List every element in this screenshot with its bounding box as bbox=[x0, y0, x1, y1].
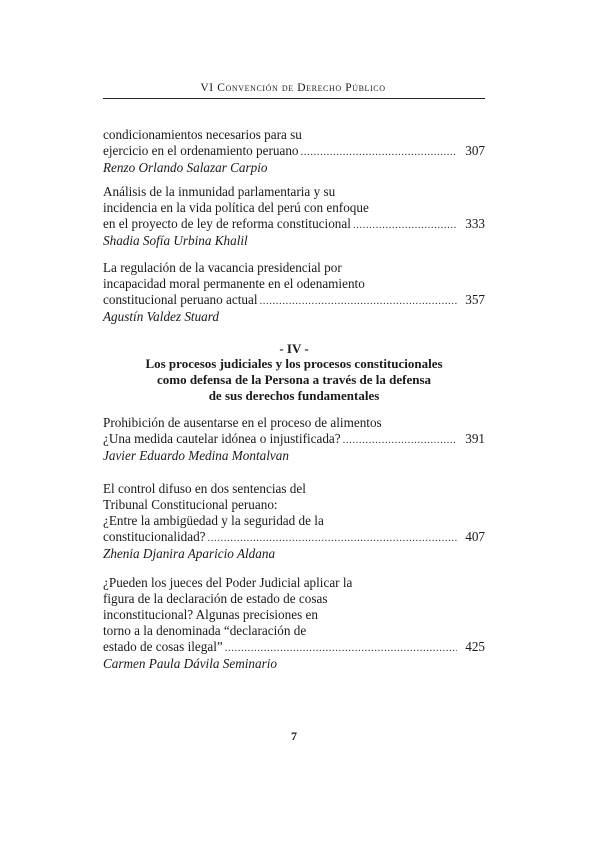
entry-title-line: ejercicio en el ordenamiento peruano bbox=[103, 143, 299, 158]
entry-title-line: inconstitucional? Algunas precisiones en bbox=[103, 607, 318, 622]
page-number: 307 bbox=[465, 143, 485, 158]
toc-entry bbox=[103, 184, 485, 249]
entry-author: Carmen Paula Dávila Seminario bbox=[103, 656, 277, 671]
entry-title-line: incidencia en la vida política del perú con enfoque bbox=[103, 200, 369, 215]
section-title-line: de sus derechos fundamentales bbox=[208, 388, 380, 403]
entry-title-line: en el proyecto de ley de reforma constitucional bbox=[103, 216, 351, 231]
entry-title-line: incapacidad moral permanente en el odenamiento bbox=[103, 276, 365, 291]
entry-leader-line bbox=[103, 292, 485, 309]
entry-author: Javier Eduardo Medina Montalvan bbox=[103, 448, 289, 463]
entry-title-line: figura de la declaración de estado de cosas bbox=[103, 591, 328, 606]
running-head: VI Convención de Derecho Público bbox=[200, 82, 386, 94]
dot-leader bbox=[208, 530, 457, 546]
page-number: 407 bbox=[465, 529, 485, 544]
entry-leader-line bbox=[103, 431, 485, 448]
entry-title-line: torno a la denominada “declaración de bbox=[103, 623, 307, 638]
entry-leader-line bbox=[103, 529, 485, 546]
entry-title-line: Tribunal Constitucional peruano: bbox=[103, 497, 278, 512]
entry-author: Zhenia Djanira Aparicio Aldana bbox=[103, 546, 276, 561]
toc-entry bbox=[103, 260, 485, 325]
dot-leader bbox=[225, 640, 457, 656]
entry-title-line: ¿Entre la ambigüedad y la seguridad de la bbox=[103, 513, 324, 528]
dot-leader bbox=[343, 432, 457, 448]
dot-leader bbox=[301, 144, 457, 160]
entry-author: Shadia Sofía Urbina Khalil bbox=[103, 233, 248, 248]
section-title-line: Los procesos judiciales y los procesos constitucionales bbox=[145, 356, 443, 371]
page-number: 391 bbox=[465, 431, 485, 446]
toc-entry bbox=[103, 127, 485, 176]
section-number: - IV - bbox=[279, 341, 309, 356]
header-rule bbox=[103, 98, 485, 99]
section-title bbox=[103, 356, 485, 404]
entry-title-line: Análisis de la inmunidad parlamentaria y su bbox=[103, 184, 336, 199]
entry-leader-line bbox=[103, 143, 485, 160]
entry-title-line: El control difuso en dos sentencias del bbox=[103, 481, 306, 496]
page-number: 357 bbox=[465, 292, 485, 307]
entry-author: Renzo Orlando Salazar Carpio bbox=[103, 160, 268, 175]
dot-leader bbox=[353, 217, 457, 233]
entry-author: Agustín Valdez Stuard bbox=[103, 309, 220, 324]
section-title-line: como defensa de la Persona a través de la defensa bbox=[156, 372, 432, 387]
page-number: 425 bbox=[465, 639, 485, 654]
entry-title-line: Prohibición de ausentarse en el proceso de alimentos bbox=[103, 415, 382, 430]
entry-title-line: condicionamientos necesarios para su bbox=[103, 127, 302, 142]
entry-leader-line bbox=[103, 639, 485, 656]
entry-title-line: La regulación de la vacancia presidencial por bbox=[103, 260, 342, 275]
toc-entry bbox=[103, 575, 485, 672]
entry-title-line: constitucional peruano actual bbox=[103, 292, 258, 307]
entry-title-line: ¿Pueden los jueces del Poder Judicial aplicar la bbox=[103, 575, 353, 590]
entry-title-line: estado de cosas ilegal” bbox=[103, 639, 223, 654]
dot-leader bbox=[260, 293, 457, 309]
page-number: 333 bbox=[465, 216, 485, 231]
toc-entry bbox=[103, 481, 485, 562]
entry-title-line: ¿Una medida cautelar idónea o injustificada? bbox=[103, 431, 341, 446]
page-folio: 7 bbox=[291, 729, 297, 743]
entry-leader-line bbox=[103, 216, 485, 233]
toc-entry bbox=[103, 415, 485, 464]
entry-title-line: constitucionalidad? bbox=[103, 529, 206, 544]
